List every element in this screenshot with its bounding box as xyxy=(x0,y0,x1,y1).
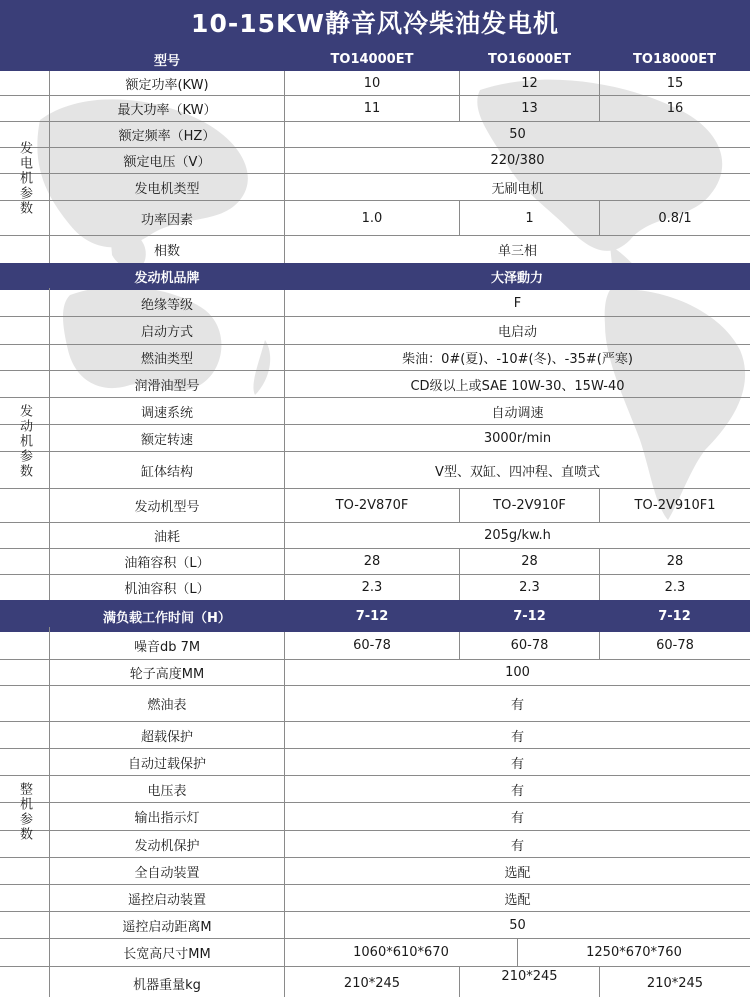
spec-table xyxy=(0,47,750,997)
param-name: 油箱容积（L） xyxy=(50,549,285,574)
param-value: 205g/kw.h xyxy=(484,528,551,543)
param-value: 10 xyxy=(285,71,460,95)
table-row xyxy=(0,632,750,660)
model-header-row xyxy=(0,47,750,71)
param-name: 调速系统 xyxy=(50,398,285,424)
param-name: 相数 xyxy=(50,236,285,263)
param-value: 选配 xyxy=(504,892,531,908)
param-value: 28 xyxy=(285,549,460,574)
param-name: 绝缘等级 xyxy=(50,290,285,316)
param-name: 电压表 xyxy=(50,776,285,802)
table-row xyxy=(0,722,750,749)
param-name: 额定功率(KW) xyxy=(50,71,285,95)
param-name: 额定转速 xyxy=(50,425,285,451)
runtime-value: 7-12 xyxy=(600,600,750,632)
table-row xyxy=(0,452,750,489)
model-name: TO16000ET xyxy=(460,47,600,71)
table-row xyxy=(0,398,750,425)
table-row xyxy=(0,96,750,122)
param-name: 轮子高度MM xyxy=(50,660,285,685)
param-value: 28 xyxy=(666,554,684,569)
table-row xyxy=(0,575,750,600)
param-name: 润滑油型号 xyxy=(50,371,285,397)
param-value: TO-2V910F xyxy=(460,489,600,522)
param-value: 单三相 xyxy=(497,244,537,259)
table-row xyxy=(0,345,750,371)
table-row xyxy=(0,523,750,549)
param-value: 有 xyxy=(510,838,524,854)
param-value: 1 xyxy=(460,201,600,235)
param-value: V型、双缸、四冲程、直喷式 xyxy=(435,464,600,480)
param-value: 选配 xyxy=(504,865,531,881)
param-name: 自动过载保护 xyxy=(50,749,285,775)
table-row xyxy=(0,236,750,263)
table-row xyxy=(0,912,750,939)
param-value: 电启动 xyxy=(497,325,537,340)
table-row xyxy=(0,71,750,96)
param-value: 60-78 xyxy=(285,632,460,659)
table-row xyxy=(0,660,750,686)
table-row xyxy=(0,174,750,201)
param-value: 0.8/1 xyxy=(658,210,692,226)
param-value: TO-2V870F xyxy=(285,489,460,522)
param-name: 超载保护 xyxy=(50,722,285,748)
runtime-value: 7-12 xyxy=(285,600,460,632)
table-row xyxy=(0,831,750,858)
param-value: 15 xyxy=(666,75,684,91)
param-value: 60-78 xyxy=(460,632,600,659)
param-value: 50 xyxy=(509,127,526,142)
param-value: 60-78 xyxy=(656,638,694,653)
table-row xyxy=(0,201,750,236)
param-value: 13 xyxy=(460,96,600,121)
param-value: 220/380 xyxy=(490,153,545,168)
table-row xyxy=(0,290,750,317)
param-value: 自动调速 xyxy=(491,405,544,421)
param-value: 有 xyxy=(510,783,524,799)
model-name: TO18000ET xyxy=(600,47,750,71)
param-value: 1250*670*760 xyxy=(586,945,682,960)
table-row xyxy=(0,686,750,722)
section-label-generator: 发电机参数 xyxy=(0,96,50,261)
param-value: 无刷电机 xyxy=(491,181,544,197)
param-value: 28 xyxy=(460,549,600,574)
model-name: TO14000ET xyxy=(285,47,460,71)
param-value: 有 xyxy=(510,756,524,772)
section-label-engine: 发动机参数 xyxy=(0,288,50,595)
page-title: 10-15KW静音风冷柴油发电机 xyxy=(0,0,750,47)
param-name: 发电机类型 xyxy=(50,174,285,200)
table-row xyxy=(0,749,750,776)
param-value: 柴油：0#(夏)、-10#(冬)、-35#(严寒) xyxy=(402,352,633,367)
param-value: 2.3 xyxy=(285,575,460,600)
runtime-row xyxy=(0,600,750,632)
param-name: 遥控启动装置 xyxy=(50,885,285,911)
param-name: 最大功率（KW） xyxy=(50,96,285,121)
param-name: 发动机型号 xyxy=(50,489,285,522)
param-value: 12 xyxy=(460,71,600,95)
param-value: 210*245 xyxy=(646,975,704,991)
table-row xyxy=(0,148,750,174)
param-name: 功率因素 xyxy=(50,201,285,235)
param-value: 210*245 xyxy=(460,967,600,997)
param-value: TO-2V910F1 xyxy=(634,498,716,513)
param-value: 2.3 xyxy=(664,580,686,595)
table-row xyxy=(0,858,750,885)
param-value: 2.3 xyxy=(460,575,600,600)
table-row xyxy=(0,967,750,997)
param-name: 燃油类型 xyxy=(50,345,285,370)
table-row xyxy=(0,803,750,831)
table-row xyxy=(0,549,750,575)
param-name: 启动方式 xyxy=(50,317,285,344)
param-name: 油耗 xyxy=(50,523,285,548)
param-value: 50 xyxy=(509,917,526,933)
table-row xyxy=(0,489,750,523)
param-name: 机器重量kg xyxy=(50,967,285,997)
engine-brand-value: 大泽動力 xyxy=(285,263,750,290)
param-name: 机油容积（L） xyxy=(50,575,285,600)
param-value: 16 xyxy=(666,101,684,116)
param-value: 100 xyxy=(505,665,530,680)
param-value: 1.0 xyxy=(285,201,460,235)
runtime-value: 7-12 xyxy=(460,600,600,632)
engine-brand-row xyxy=(0,263,750,290)
table-row xyxy=(0,939,750,967)
param-name: 额定电压（V） xyxy=(50,148,285,173)
param-name: 长宽高尺寸MM xyxy=(50,939,285,966)
table-row xyxy=(0,371,750,398)
param-name: 全自动装置 xyxy=(50,858,285,884)
param-value: 11 xyxy=(285,96,460,121)
param-value: CD级以上或SAE 10W-30、15W-40 xyxy=(410,378,625,394)
engine-brand-label: 发动机品牌 xyxy=(50,263,285,290)
param-name: 额定频率（HZ） xyxy=(50,122,285,147)
param-name: 燃油表 xyxy=(50,686,285,721)
runtime-label: 满负载工作时间（H） xyxy=(50,600,285,632)
param-value: F xyxy=(513,295,522,311)
section-label-machine: 整机参数 xyxy=(0,627,50,997)
param-value: 有 xyxy=(510,811,524,826)
table-row xyxy=(0,317,750,345)
table-row xyxy=(0,425,750,452)
param-name: 发动机保护 xyxy=(50,831,285,857)
param-name: 缸体结构 xyxy=(50,452,285,488)
param-name: 遥控启动距离M xyxy=(50,912,285,938)
model-header-label: 型号 xyxy=(50,47,285,71)
param-value: 3000r/min xyxy=(483,430,552,446)
param-value: 有 xyxy=(510,729,524,745)
param-value: 210*245 xyxy=(285,967,460,997)
param-value: 有 xyxy=(510,698,524,713)
table-row xyxy=(0,122,750,148)
table-row xyxy=(0,885,750,912)
table-row xyxy=(0,776,750,803)
param-name: 输出指示灯 xyxy=(50,803,285,830)
param-value: 1060*610*670 xyxy=(285,939,518,966)
param-name: 噪音db 7M xyxy=(50,632,285,659)
